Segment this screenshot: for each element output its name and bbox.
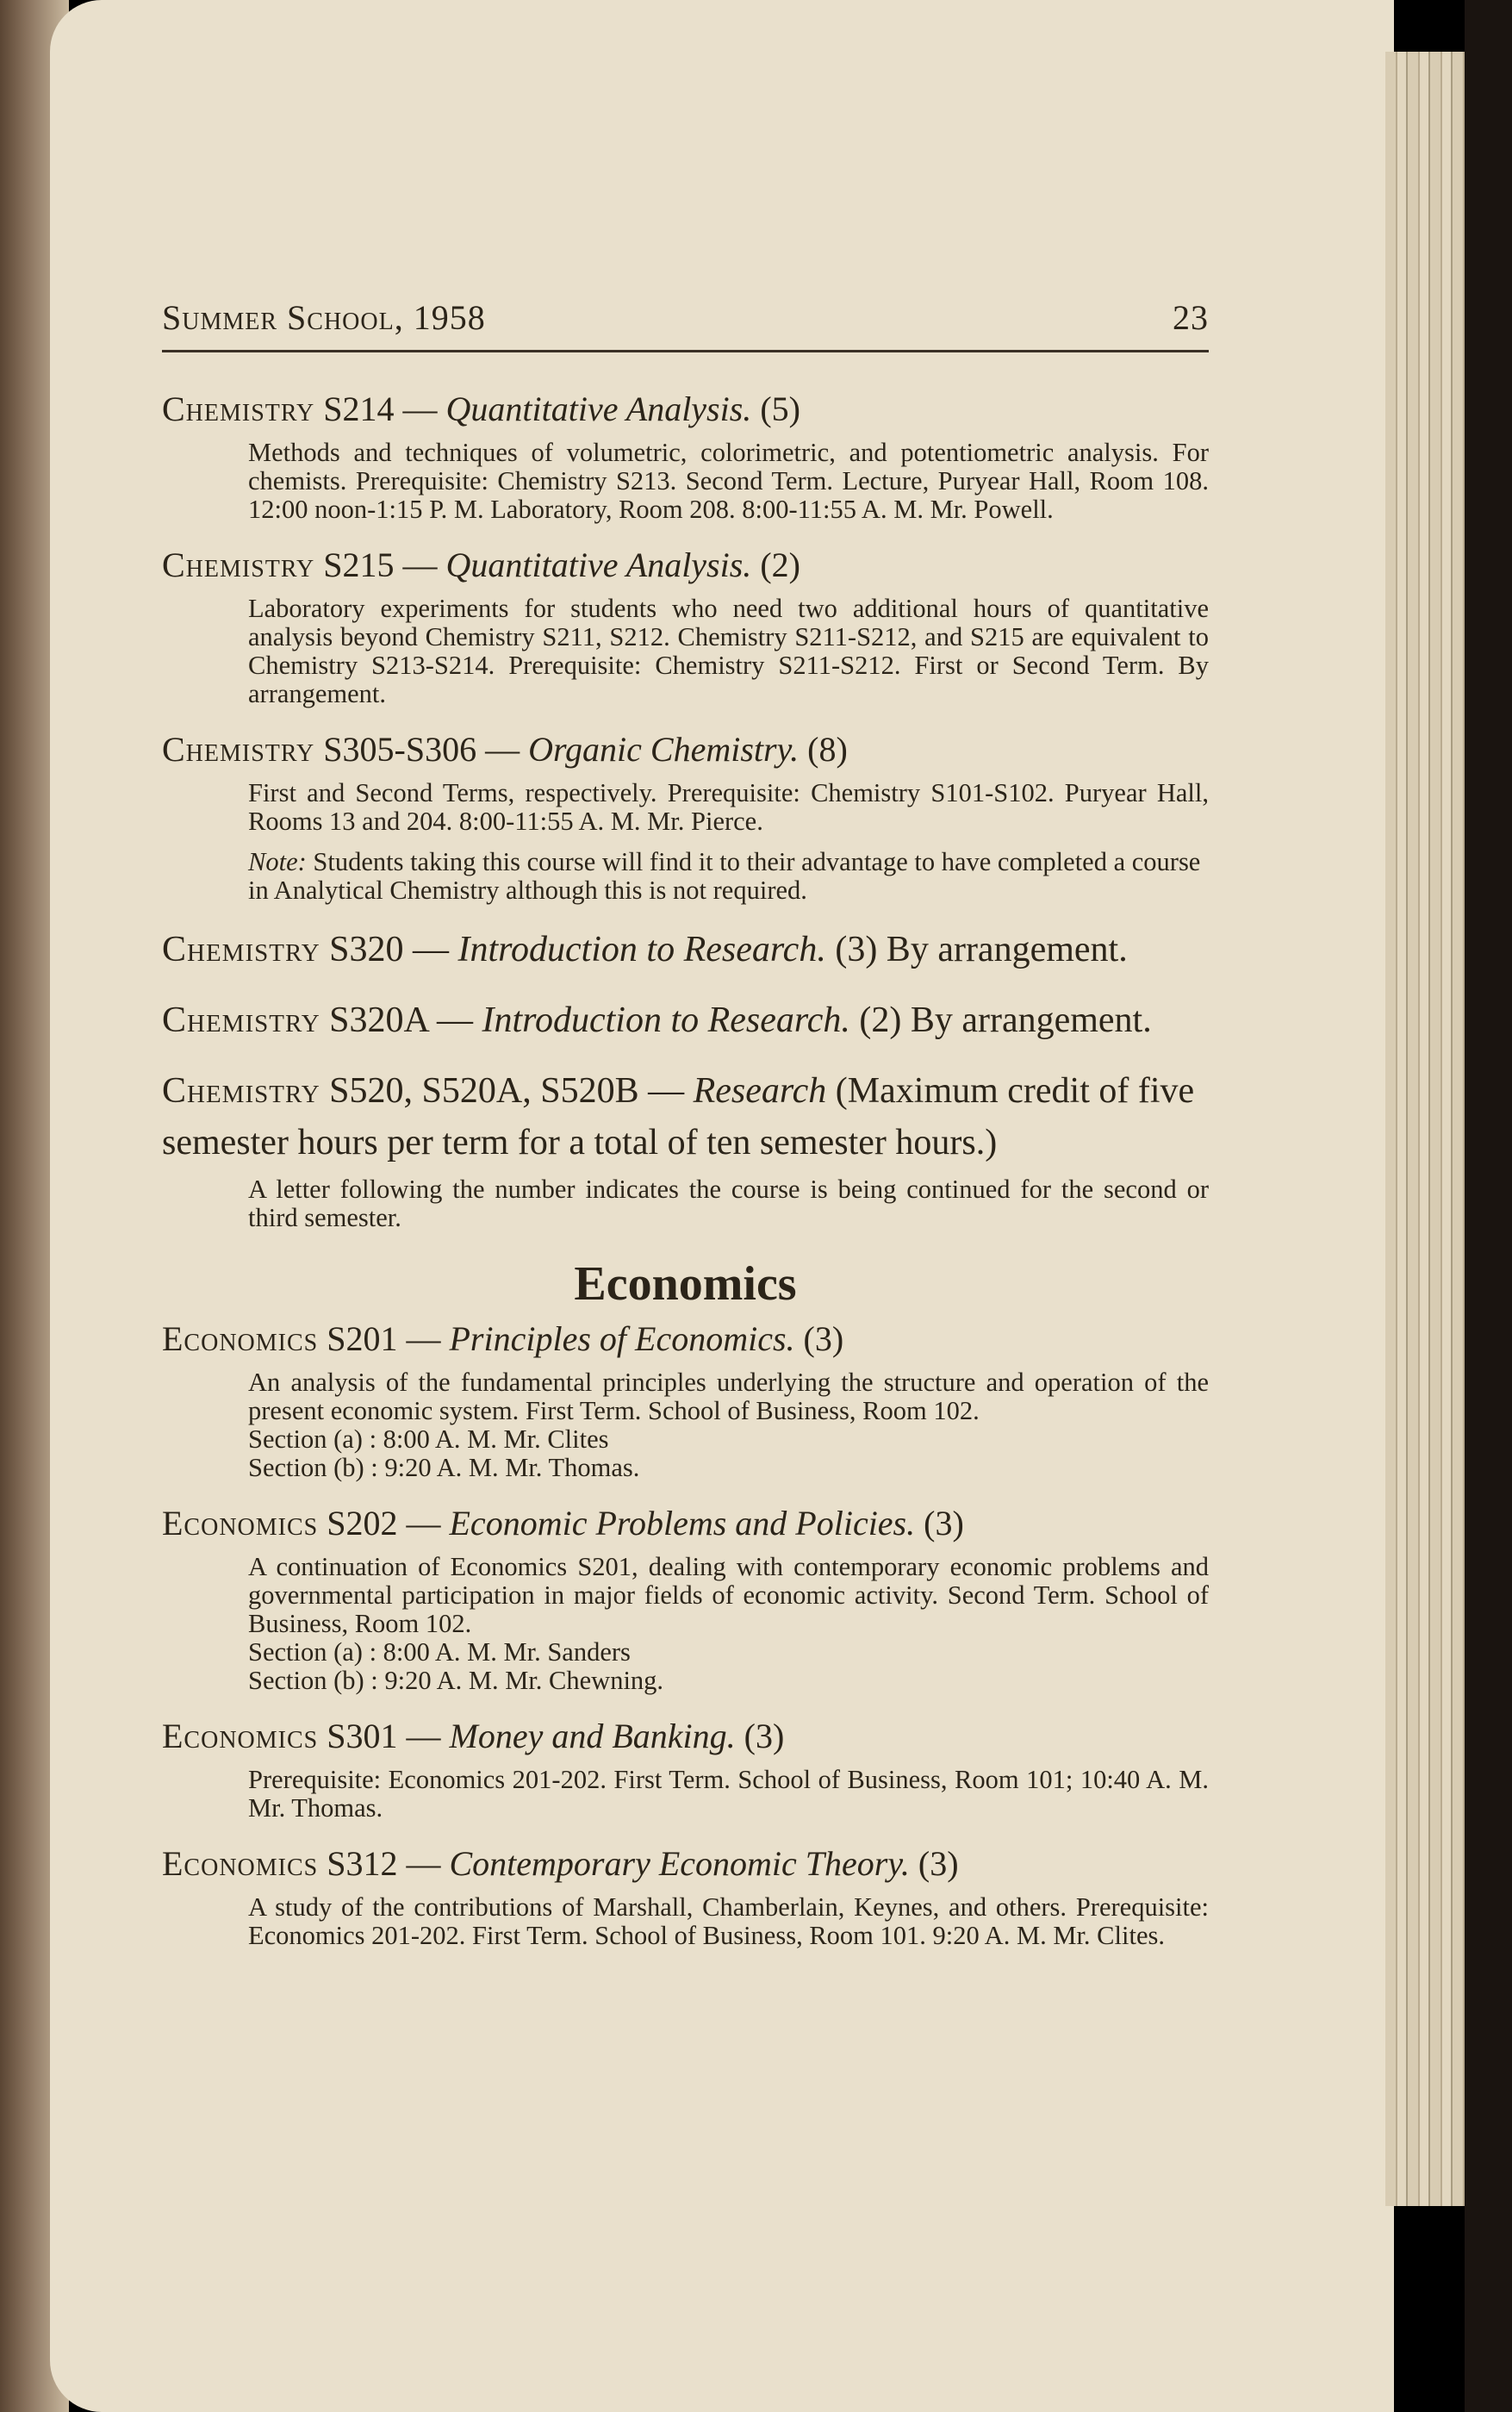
course-dept: Chemistry <box>162 930 320 969</box>
course-entry <box>162 543 1209 708</box>
course-credit: (5) <box>760 390 800 428</box>
course-credit: (3) <box>744 1717 785 1755</box>
course-dept: Economics <box>162 1844 319 1883</box>
course-dept: Economics <box>162 1504 319 1543</box>
course-heading: Chemistry S320A — Introduction to Research. (2) By arrangement. <box>162 1000 1152 1040</box>
course-heading: Chemistry S520, S520A, S520B — Research (Maximum credit of five semester hours per term for a total of ten semester hours.) <box>162 1071 1195 1162</box>
course-number: S320A <box>329 1000 428 1040</box>
section-line: Section (a) : 8:00 A. M. Mr. Sanders <box>248 1637 631 1667</box>
course-entry <box>162 1501 1209 1695</box>
course-credit: (3) <box>918 1844 959 1883</box>
course-entry <box>162 1714 1209 1823</box>
course-title: Quantitative Analysis. <box>445 390 752 428</box>
course-note <box>248 848 1209 905</box>
course-number: S312 <box>327 1844 398 1883</box>
description-text: An analysis of the fundamental principles underlying the structure and operation of the present economic system. First Term. School of Business, Room 102. <box>248 1368 1209 1425</box>
course-title: Introduction to Research. <box>457 930 826 969</box>
page-content <box>162 297 1209 1969</box>
course-credit: (3) <box>924 1504 964 1543</box>
section-heading-economics: Economics <box>574 1257 797 1311</box>
course-dept: Chemistry <box>162 1000 320 1040</box>
course-dept: Chemistry <box>162 1071 320 1111</box>
course-description: A letter following the number indicates the course is being continued for the second or third semester. <box>248 1175 1209 1232</box>
course-description: Methods and techniques of volumetric, colorimetric, and potentiometric analysis. For chemists. Prerequisite: Chemistry S213. Second Term. Lecture, Puryear Hall, Room 108. 12:00 noon-1:15 P. M. Laboratory, Room 208. 8:00-11:55 A. M. Mr. Powell. <box>248 438 1209 524</box>
course-title: Money and Banking. <box>449 1717 736 1755</box>
section-line: Section (b) : 9:20 A. M. Mr. Chewning. <box>248 1666 664 1695</box>
running-title: Summer School, 1958 <box>162 298 486 337</box>
course-number: S320 <box>329 930 404 969</box>
course-number: S301 <box>327 1717 398 1755</box>
course-heading: Economics S201 — Principles of Economics. (3) <box>162 1319 844 1358</box>
course-number: S201 <box>327 1319 398 1358</box>
course-entry <box>162 1842 1209 1950</box>
course-description <box>248 1368 1209 1482</box>
course-entry <box>162 387 1209 524</box>
section-line: Section (a) : 8:00 A. M. Mr. Clites <box>248 1424 609 1454</box>
course-dept: Chemistry <box>162 730 315 769</box>
course-heading: Chemistry S320 — Introduction to Research. (3) By arrangement. <box>162 930 1128 969</box>
course-description: A study of the contributions of Marshall, Chamberlain, Keynes, and others. Prerequisite: Economics 201-202. First Term. School of Business, Room 101. 9:20 A. M. Mr. Clites. <box>248 1892 1209 1950</box>
course-entry <box>162 994 1209 1046</box>
course-title: Economic Problems and Policies. <box>449 1504 916 1543</box>
course-entry <box>162 924 1209 975</box>
book-binding <box>1465 0 1512 2412</box>
course-number: S305-S306 <box>323 730 477 769</box>
course-heading: Chemistry S215 — Quantitative Analysis. (2) <box>162 545 800 584</box>
course-description: Prerequisite: Economics 201-202. First Term. School of Business, Room 101; 10:40 A. M. Mr. Thomas. <box>248 1765 1209 1823</box>
section-line: Section (b) : 9:20 A. M. Mr. Thomas. <box>248 1453 640 1482</box>
course-dept: Chemistry <box>162 390 315 428</box>
course-title: Research <box>693 1071 827 1111</box>
course-credit: (8) <box>807 730 848 769</box>
course-description: First and Second Terms, respectively. Prerequisite: Chemistry S101-S102. Puryear Hall, Rooms 13 and 204. 8:00-11:55 A. M. Mr. Pierce. <box>248 778 1209 836</box>
course-heading: Economics S202 — Economic Problems and Policies. (3) <box>162 1504 964 1543</box>
course-entry <box>162 727 1209 905</box>
note-label: Note: <box>248 847 307 876</box>
course-title: Introduction to Research. <box>482 1000 850 1040</box>
course-dept: Economics <box>162 1717 319 1755</box>
course-entry <box>162 1065 1209 1232</box>
course-credit: (Maximum credit of five semester hours per term for a total of ten semester hours.) <box>162 1071 1195 1162</box>
page-number: 23 <box>1173 298 1209 337</box>
course-heading: Economics S312 — Contemporary Economic Theory. (3) <box>162 1844 959 1883</box>
course-description <box>248 1553 1209 1695</box>
course-title: Contemporary Economic Theory. <box>449 1844 910 1883</box>
course-heading: Chemistry S305-S306 — Organic Chemistry. (8) <box>162 730 848 769</box>
course-heading: Chemistry S214 — Quantitative Analysis. (5) <box>162 390 800 428</box>
course-heading: Economics S301 — Money and Banking. (3) <box>162 1717 785 1755</box>
course-credit: (3) By arrangement. <box>835 930 1128 969</box>
note-text: Students taking this course will find it to their advantage to have completed a course in Analytical Chemistry although this is not required. <box>248 847 1201 905</box>
running-head <box>162 297 1209 352</box>
course-number: S520, S520A, S520B <box>329 1071 639 1111</box>
course-credit: (2) <box>760 545 800 584</box>
course-credit: (3) <box>803 1319 844 1358</box>
course-number: S214 <box>323 390 395 428</box>
description-text: A continuation of Economics S201, dealing with contemporary economic problems and governmental participation in major fields of economic activity. Second Term. School of Business, Room 102. <box>248 1552 1209 1638</box>
course-title: Organic Chemistry. <box>528 730 800 769</box>
course-entry <box>162 1317 1209 1482</box>
course-number: S215 <box>323 545 395 584</box>
course-number: S202 <box>327 1504 398 1543</box>
course-credit: (2) By arrangement. <box>859 1000 1152 1040</box>
course-dept: Chemistry <box>162 545 315 584</box>
course-title: Principles of Economics. <box>449 1319 795 1358</box>
course-title: Quantitative Analysis. <box>445 545 752 584</box>
course-dept: Economics <box>162 1319 319 1358</box>
course-description: Laboratory experiments for students who need two additional hours of quantitative analysis beyond Chemistry S211, S212. Chemistry S211-S212, and S215 are equivalent to Chemistry S213-S214. Prerequisite: Chemistry S211-S212. First or Second Term. By arrangement. <box>248 594 1209 708</box>
